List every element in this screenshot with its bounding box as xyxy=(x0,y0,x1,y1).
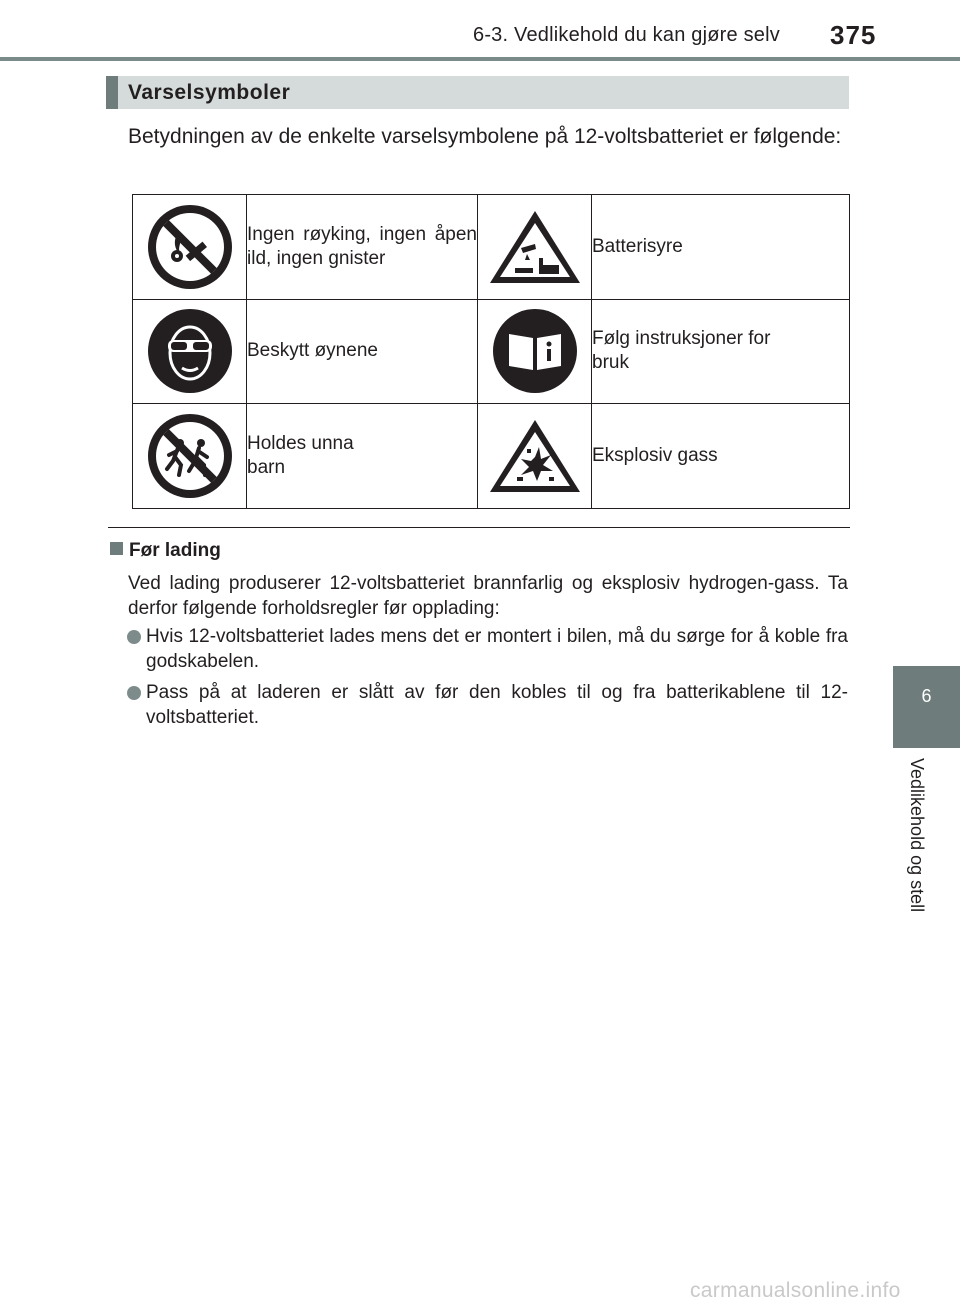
subsection-heading-text: Før lading xyxy=(129,540,221,561)
symbol-cell xyxy=(478,195,592,300)
battery-acid-icon xyxy=(487,208,583,286)
section-title: Varselsymboler xyxy=(128,81,291,104)
square-bullet-icon xyxy=(110,542,123,555)
symbol-label: Batterisyre xyxy=(592,235,683,257)
list-item-text: Hvis 12-voltsbatteriet lades mens det er montert i bilen, må du sørge for å koble fra godskabelen. xyxy=(146,626,848,672)
symbol-label: Ingen røyking, ingen åpen ild, ingen gnister xyxy=(247,223,477,269)
before-charging-text: Ved lading produserer 12-voltsbatteriet brannfarlig og eksplosiv hydrogen-gass. Ta derfor følgende forholdsregler før opplading: xyxy=(128,573,848,619)
eye-protection-icon xyxy=(147,308,233,394)
section-bar-accent xyxy=(106,76,118,109)
chapter-tab xyxy=(893,666,960,748)
symbol-label-cell xyxy=(247,404,478,509)
list-item xyxy=(110,680,848,730)
symbol-label-cell xyxy=(592,195,850,300)
section-divider xyxy=(108,527,850,528)
symbol-label: Holdes unna barn xyxy=(247,433,354,479)
bullet-dot-icon xyxy=(127,630,141,644)
subsection-heading xyxy=(110,540,221,562)
running-header-section: 6-3. Vedlikehold du kan gjøre selv xyxy=(473,24,780,46)
table-row xyxy=(133,195,850,300)
header-rule xyxy=(0,57,960,61)
chapter-title: Vedlikehold og stell xyxy=(907,758,927,913)
symbol-cell xyxy=(478,299,592,404)
keep-away-children-icon xyxy=(147,413,233,499)
warning-symbols-table xyxy=(132,194,850,509)
chapter-number: 6 xyxy=(921,686,932,706)
list-item xyxy=(110,624,848,674)
symbol-label-cell xyxy=(247,299,478,404)
table-row xyxy=(133,299,850,404)
symbol-label: Eksplosiv gass xyxy=(592,445,718,467)
symbol-label: Følg instruksjoner for bruk xyxy=(592,328,771,374)
list-item-text: Pass på at laderen er slått av før den kobles til og fra batterikablene til 12-voltsbatteriet. xyxy=(146,682,848,728)
table-row xyxy=(133,404,850,509)
symbol-label-cell xyxy=(592,299,850,404)
symbol-label-cell xyxy=(247,195,478,300)
watermark: carmanualsonline.info xyxy=(690,1279,901,1302)
explosive-gas-icon xyxy=(487,417,583,495)
symbol-cell xyxy=(133,195,247,300)
symbol-cell xyxy=(133,299,247,404)
no-smoking-icon xyxy=(147,204,233,290)
symbol-cell xyxy=(478,404,592,509)
bullet-dot-icon xyxy=(127,686,141,700)
page-number: 375 xyxy=(830,20,877,50)
symbol-cell xyxy=(133,404,247,509)
symbol-label: Beskytt øynene xyxy=(247,340,378,362)
read-instructions-icon xyxy=(492,308,578,394)
symbol-label-cell xyxy=(592,404,850,509)
intro-text: Betydningen av de enkelte varselsymbolene på 12-voltsbatteriet er følgende: xyxy=(128,125,842,148)
